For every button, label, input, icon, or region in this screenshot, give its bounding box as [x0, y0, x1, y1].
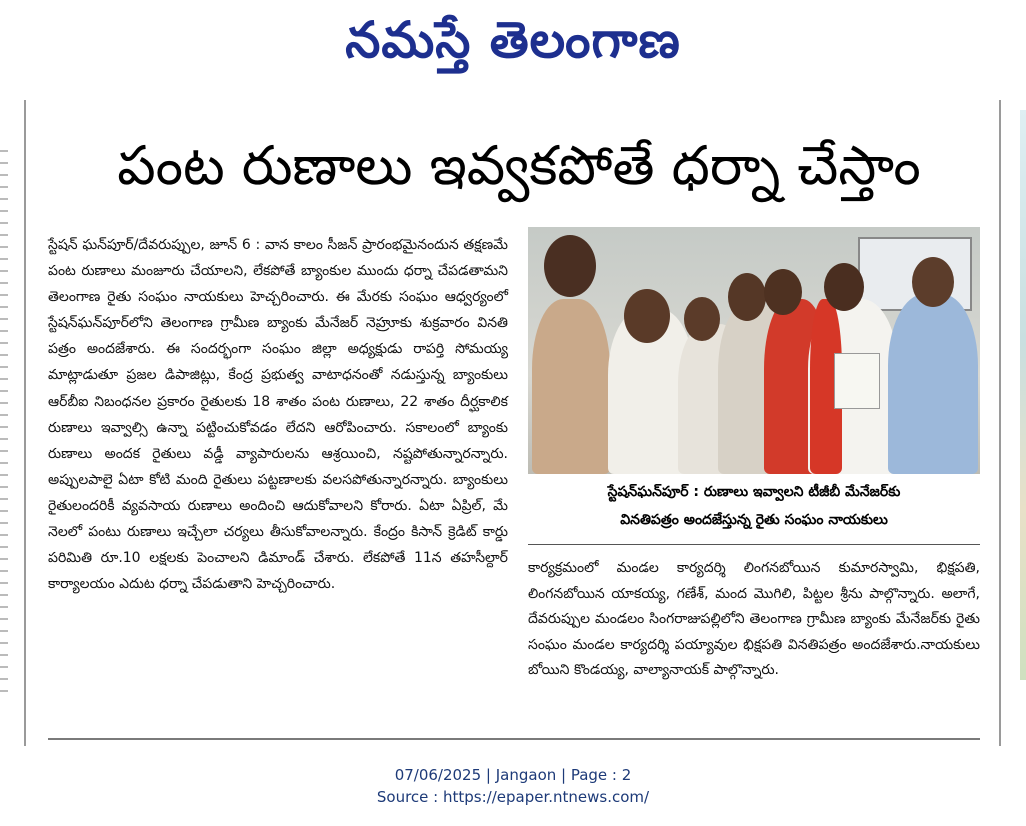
- left-column-rule: [24, 100, 26, 746]
- photo-caption-line-1: స్టేషన్‌ఘన్‌పూర్ : రుణాలు ఇవ్వాలని టీజీబీ మేనేజర్‌కు: [607, 484, 901, 500]
- newspaper-masthead: నమస్తే తెలంగాణ: [345, 11, 681, 69]
- footer-date-edition-page: 07/06/2025 | Jangaon | Page : 2: [394, 766, 632, 784]
- adjacent-page-strip: [1020, 110, 1026, 680]
- footer-source-link[interactable]: Source : https://epaper.ntnews.com/: [376, 788, 650, 806]
- photo-caption-line-2: వినతిపత్రం అందజేస్తున్న రైతు సంఘం నాయకులు: [620, 512, 888, 528]
- cut-off-previous-article: [42, 90, 742, 104]
- news-photo: [528, 227, 980, 474]
- article-body-right-column: కార్యక్రమంలో మండల కార్యదర్శి లింగనబోయిన కుమారస్వామి, భిక్షపతి, లింగనబోయిన యాకయ్య, గణేశ్, మంద మొగిలి, పిట్టల శ్రీను పాల్గొన్నారు. అలాగే, దేవరుప్పుల మండలం సింగరాజుపల్లిలోని తెలంగాణ గ్రామీణ బ్యాంకు మేనేజర్‌కు రైతు సంఘం మండల కార్యదర్శి పయ్యావుల భిక్షపతి వినతిపత్రం అందజేశారు.నాయకులు బోయిని కొండయ్య, వాల్యానాయక్ పాల్గొన్నారు.: [528, 560, 980, 679]
- caption-divider: [528, 544, 980, 545]
- left-page-edge: [0, 140, 8, 700]
- article-body-left-column: స్టేషన్ ఘన్‌పూర్/దేవరుప్పుల, జూన్ 6 : వాన కాలం సీజన్ ప్రారంభమైనందున తక్షణమే పంట రుణాలు మంజూరు చేయాలని, లేకపోతే బ్యాంకుల ముందు ధర్నా చేపడతామని తెలంగాణ రైతు సంఘం నాయకులు హెచ్చరించారు. ఈ మేరకు సంఘం ఆధ్వర్యంలో స్టేషన్‌ఘన్‌పూర్‌లోని తెలంగాణ గ్రామీణ బ్యాంకు మేనేజర్ నెహ్రూకు శుక్రవారం వినతి పత్రం అందజేశారు. ఈ సందర్భంగా సంఘం జిల్లా అధ్యక్షుడు రాపర్తి సోమయ్య మాట్లాడుతూ ప్రజల డిపాజిట్లు, కేంద్ర ప్రభుత్వ వాటాధనంతో నడుస్తున్న బ్యాంకులు ఆర్‌బీఐ నిబంధనల ప్రకారం రైతులకు 18 శాతం పంట రుణాలు, 22 శాతం దీర్ఘకాలిక రుణాలు ఇవ్వాల్సి ఉన్నా పట్టించుకోవడం లేదని ఆరోపించారు. సకాలంలో బ్యాంకు రుణాలు అందక రైతులు వడ్డీ వ్యాపారులను ఆశ్రయించి, నష్టపోతున్నారన్నారు. అప్పులపాలై ఏటా కోటి మంది రైతులు పట్టణాలకు వలసపోతున్నారన్నారు. బ్యాంకులు రైతులందరికీ వ్యవసాయ రుణాలు అందించి ఆదుకోవాలని కోరారు. ఏటా ఏప్రిల్, మే నెలలో పంటు రుణాలు ఇచ్చేలా చర్యలు తీసుకోవాలన్నారు. కేంద్రం కిసాన్ క్రెడిట్ కార్డు పరిమితి రూ.10 లక్షలకు పెంచాలని డిమాండ్ చేశారు. లేకపోతే 11న తహసీల్దార్ కార్యాలయం ఎదుట ధర్నా చేపడుతాని హెచ్చరించారు.: [48, 237, 508, 593]
- article-headline: పంట రుణాలు ఇవ్వకపోతే ధర్నా చేస్తాం: [117, 134, 921, 197]
- right-column-rule: [999, 100, 1001, 746]
- article-bottom-rule: [48, 738, 980, 740]
